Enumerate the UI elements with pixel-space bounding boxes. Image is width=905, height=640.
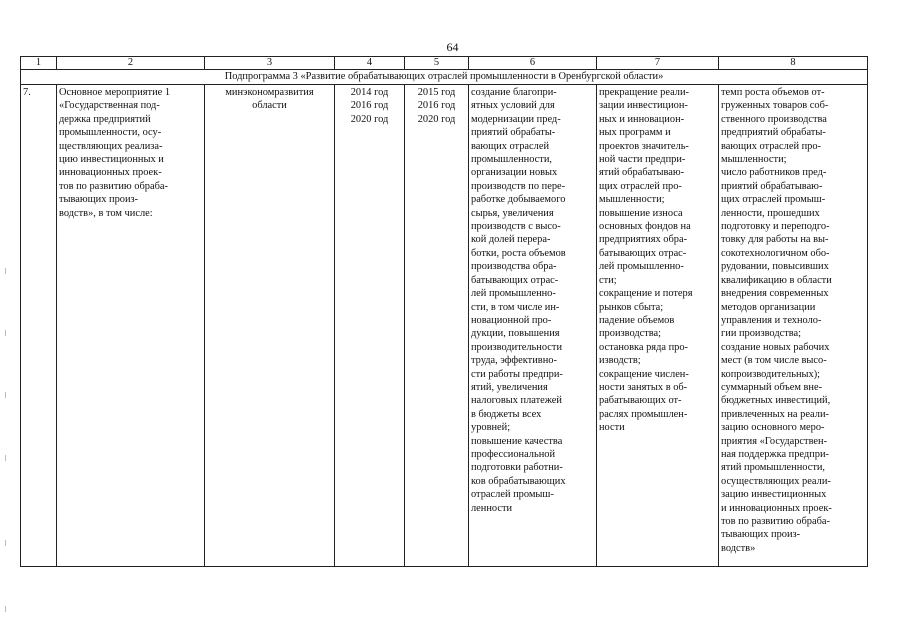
indicators: темп роста объемов от- груженных товаров соб- ственного производства предприятий обрабаты- вающих отраслей про- мышленности; число работников пред- приятий обрабатываю- щих отраслей промыш- ленности, прошедших подготовку и переподго- товку для работы на вы- сокотехнологичном обо- рудовании, повысивших квалификацию в области внедрения современных методов организации управления и техноло- гии производства; создание новых рабочих мест (в том числе высо- копроизводительных); суммарный объем вне- бюджетных инвестиций, привлеченных на реали- зацию основного меро- приятия «Государствен- ная поддержка предпри- ятий промышленности, осуществляющих реали- зацию инвестиционных и инновационных проек- тов по развитию обраба- тывающих произ- водств» xyxy=(721,87,832,554)
scan-edge-mark xyxy=(5,455,6,461)
end-years-cell xyxy=(405,85,469,567)
start-years: 2014 год 2016 год 2020 год xyxy=(350,87,389,125)
start-years-cell xyxy=(335,85,405,567)
row-number: 7. xyxy=(23,87,31,98)
column-number-5: 5 xyxy=(405,57,469,70)
subprogram-row xyxy=(21,70,868,85)
column-number-2: 2 xyxy=(57,57,205,70)
expected-result-cell xyxy=(469,85,597,567)
page-number: 64 xyxy=(446,40,459,54)
executor-cell xyxy=(205,85,335,567)
column-number-4: 4 xyxy=(335,57,405,70)
end-years: 2015 год 2016 год 2020 год xyxy=(417,87,456,125)
column-number-6: 6 xyxy=(469,57,597,70)
column-number-row xyxy=(21,57,868,70)
table-row xyxy=(21,85,868,567)
column-number-1: 1 xyxy=(21,57,57,70)
scan-edge-mark xyxy=(5,392,6,398)
measure-name-cell xyxy=(57,85,205,567)
measures-table xyxy=(20,56,868,567)
indicators-cell xyxy=(719,85,868,567)
scan-edge-mark xyxy=(5,330,6,336)
consequences-cell xyxy=(597,85,719,567)
subprogram-title: Подпрограмма 3 «Развитие обрабатывающих отраслей промышленности в Оренбургской области» xyxy=(21,70,868,85)
column-number-7: 7 xyxy=(597,57,719,70)
column-number-3: 3 xyxy=(205,57,335,70)
row-number-cell xyxy=(21,85,57,567)
measure-name: Основное мероприятие 1 «Государственная под- держка предприятий промышленности, осу- ществляющих реализа- цию инвестиционных и инновационных проек- тов по развитию обраба- тывающих произ- водств», в том числе: xyxy=(59,87,171,219)
scan-edge-mark xyxy=(5,540,6,546)
column-number-8: 8 xyxy=(719,57,868,70)
scan-edge-mark xyxy=(5,606,6,612)
scan-edge-mark xyxy=(5,268,6,274)
expected-result: создание благопри- ятных условий для модернизации пред- приятий обрабаты- вающих отраслей промышленности, организации новых производств по пере- работке добываемого сырья, увеличения производств с высо- кой долей перера- ботки, роста объемов производства обра- батывающих отрас- лей промышленно- сти, в том числе ин- новационной про- дукции, повышения производительности труда, эффективно- сти работы предпри- ятий, увеличения налоговых платежей в бюджеты всех уровней; повышение качества профессиональной подготовки работни- ков обрабатывающих отраслей промыш- ленности xyxy=(471,87,566,514)
consequences: прекращение реали- зации инвестицион- ных и инновацион- ных программ и проектов значитель- ной части предпри- ятий обрабатываю- щих отраслей про- мышленности; повышение износа основных фондов на предприятиях обра- батывающих отрас- лей промышленно- сти; сокращение и потеря рынков сбыта; падение объемов производства; остановка ряда про- изводств; сокращение числен- ности занятых в об- рабатывающих от- раслях промышлен- ности xyxy=(599,87,693,434)
executor: минэкономразвития области xyxy=(225,87,314,112)
